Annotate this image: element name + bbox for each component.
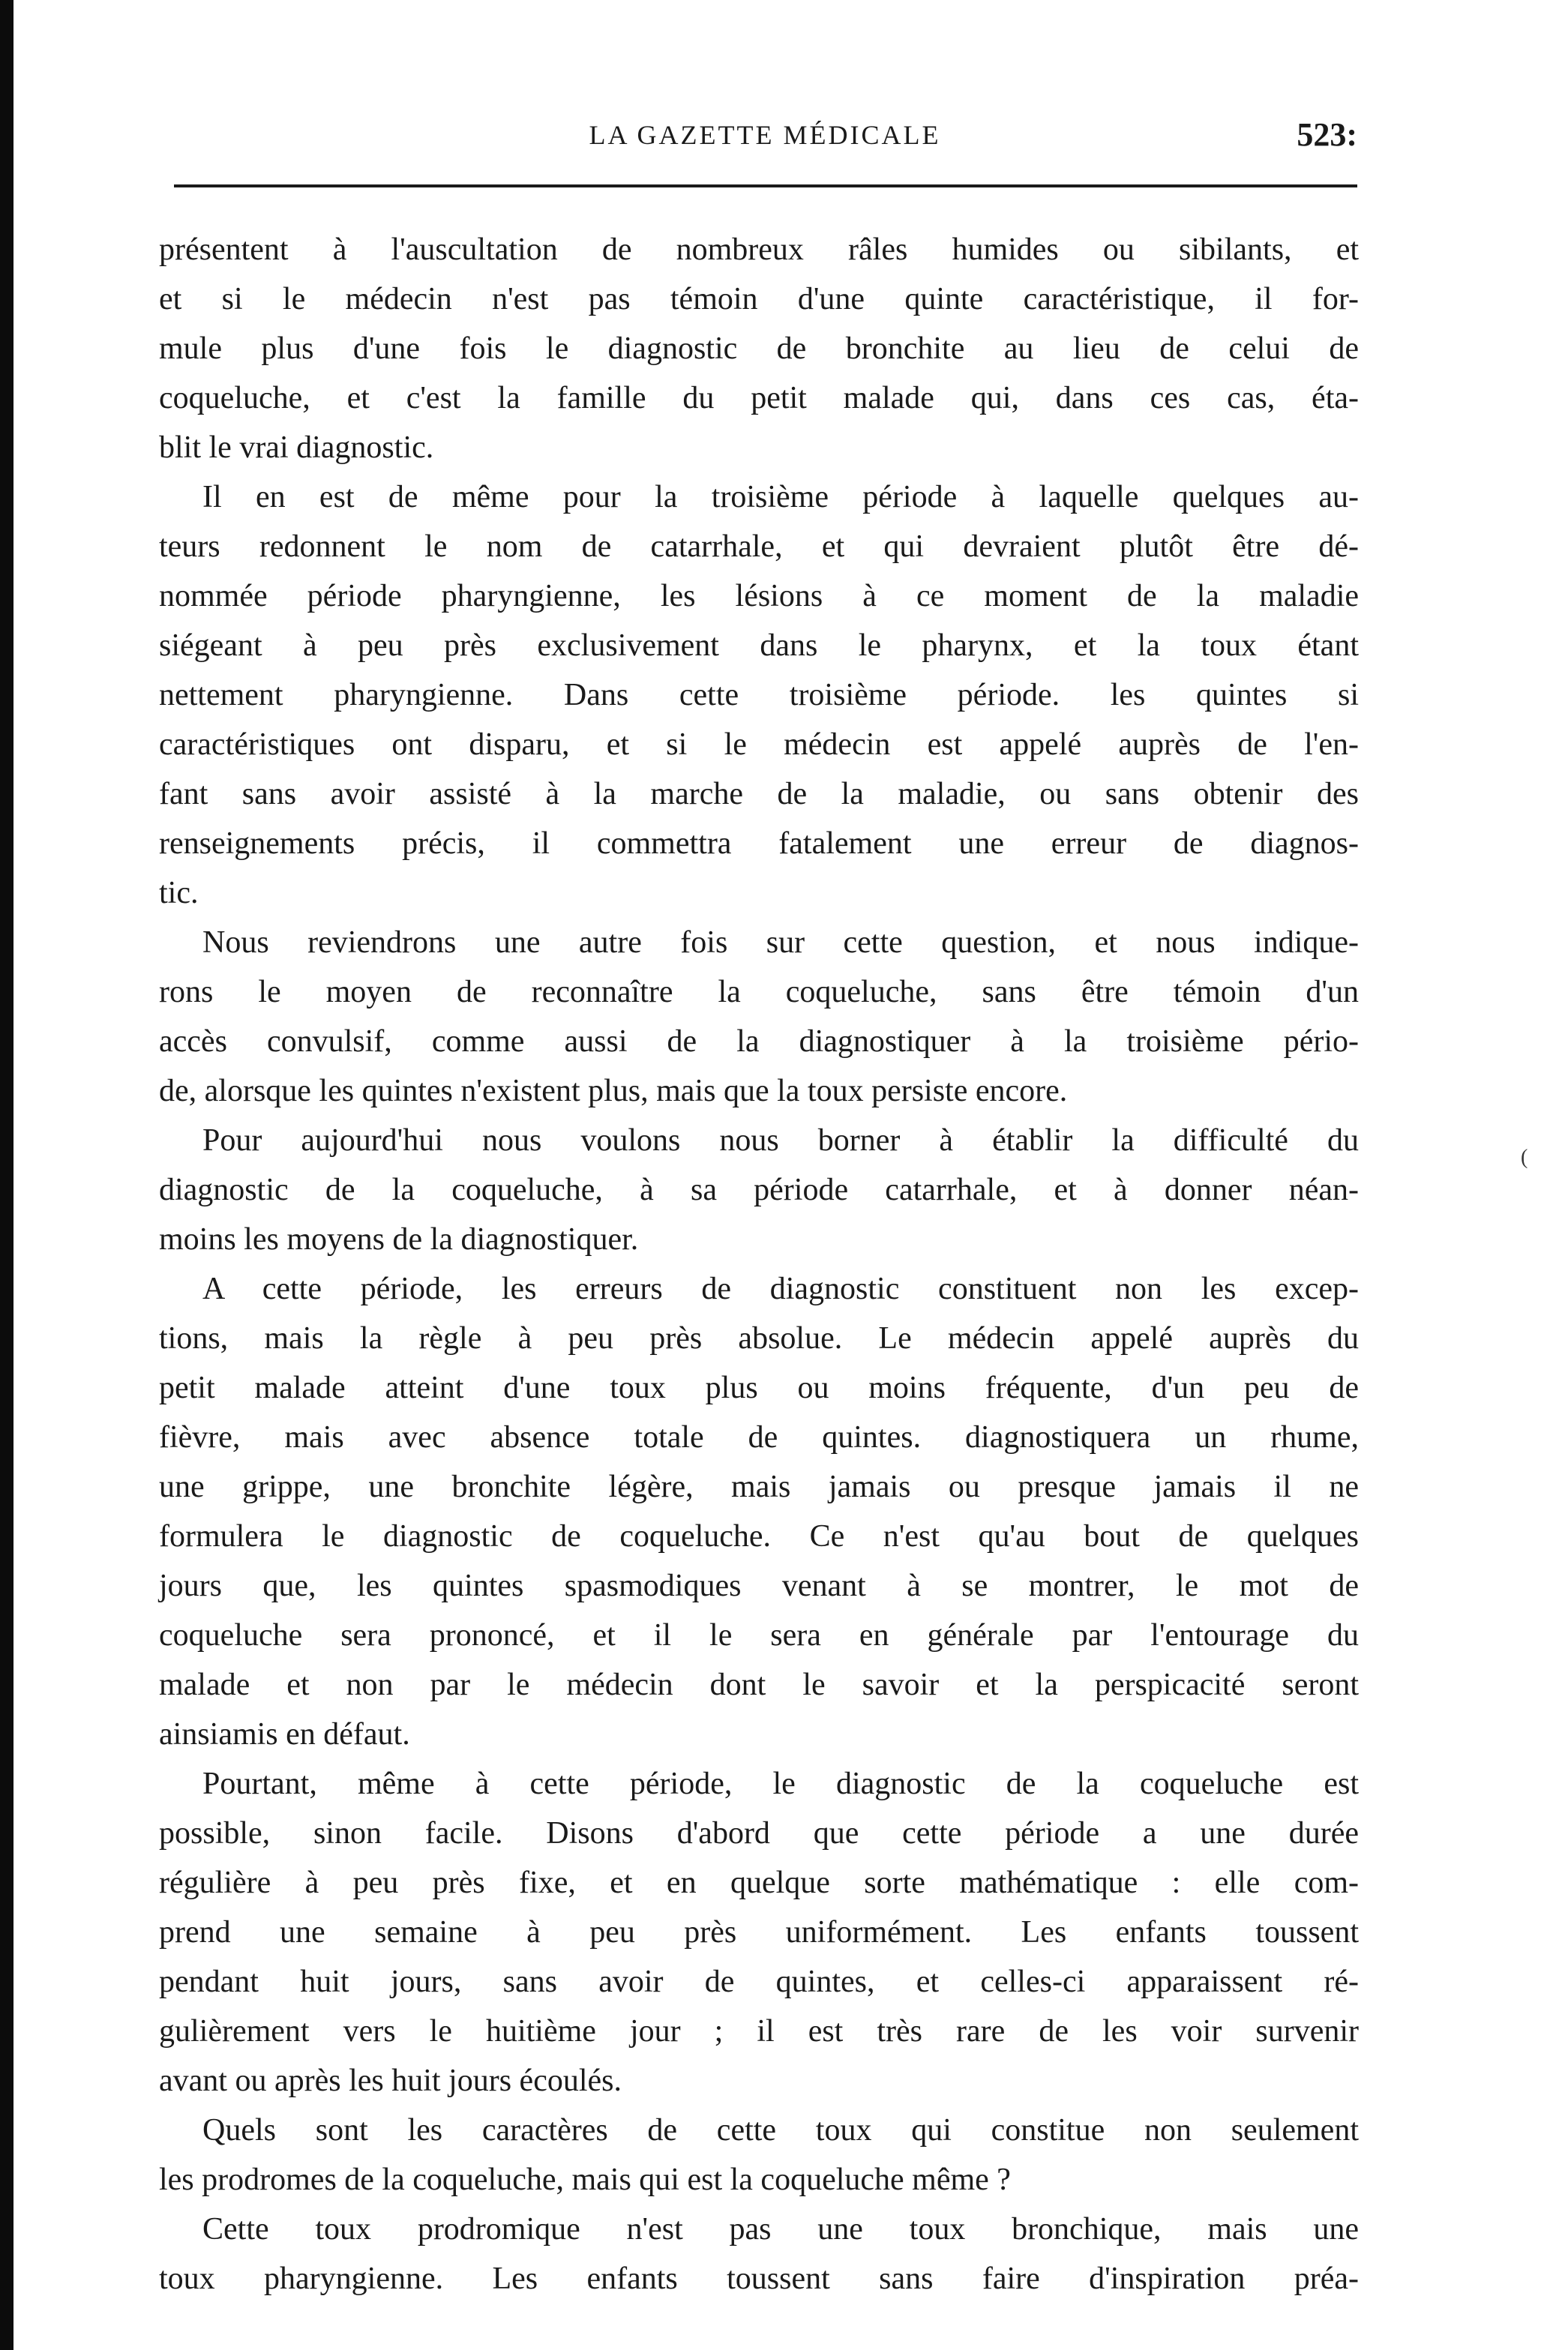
text-line: A cette période, les erreurs de diagnostic constituent non les excep- (202, 1272, 1359, 1306)
text-line: tic. (159, 876, 199, 910)
paragraph (159, 1264, 1359, 1759)
text-line: jours que, les quintes spasmodiques venant à se montrer, le mot de (159, 1569, 1359, 1603)
text-line: prend une semaine à peu près uniformément. Les enfants toussent (159, 1915, 1359, 1950)
text-line: siégeant à peu près exclusivement dans le pharynx, et la toux étant (159, 628, 1359, 663)
text-line: toux pharyngienne. Les enfants toussent sans faire d'inspiration préa- (159, 2262, 1359, 2296)
text-line: avant ou après les huit jours écoulés. (159, 2064, 622, 2098)
paragraph (159, 225, 1359, 472)
text-line: coqueluche sera prononcé, et il le sera en générale par l'entourage du (159, 1618, 1359, 1653)
text-line: régulière à peu près fixe, et en quelque sorte mathématique : elle com- (159, 1866, 1359, 1900)
text-line: moins les moyens de la diagnostiquer. (159, 1222, 639, 1257)
paragraph (159, 1116, 1359, 1264)
paragraph (159, 918, 1359, 1116)
text-line: mule plus d'une fois le diagnostic de bronchite au lieu de celui de (159, 331, 1359, 366)
paragraph (159, 2205, 1359, 2304)
text-line: Nous reviendrons une autre fois sur cette question, et nous indique- (202, 925, 1359, 960)
text-line: caractéristiques ont disparu, et si le médecin est appelé auprès de l'en- (159, 727, 1359, 762)
paragraph (159, 472, 1359, 918)
text-line: teurs redonnent le nom de catarrhale, et qui devraient plutôt être dé- (159, 529, 1359, 564)
text-line: les prodromes de la coqueluche, mais qui est la coqueluche même ? (159, 2163, 1011, 2197)
scan-binding-edge (0, 0, 13, 2350)
text-line: une grippe, une bronchite légère, mais jamais ou presque jamais il ne (159, 1470, 1359, 1504)
text-line: de, alorsque les quintes n'existent plus, mais que la toux persiste encore. (159, 1074, 1068, 1108)
text-line: malade et non par le médecin dont le savoir et la perspicacité seront (159, 1668, 1359, 1702)
article-body (159, 225, 1359, 2304)
page-header (172, 112, 1357, 157)
text-line: et si le médecin n'est pas témoin d'une quinte caractéristique, il for- (159, 282, 1359, 316)
text-line: rons le moyen de reconnaître la coqueluche, sans être témoin d'un (159, 975, 1359, 1009)
text-line: renseignements précis, il commettra fatalement une erreur de diagnos- (159, 826, 1359, 861)
text-line: fièvre, mais avec absence totale de quintes. diagnostiquera un rhume, (159, 1420, 1359, 1455)
text-line: accès convulsif, comme aussi de la diagnostiquer à la troisième pério- (159, 1024, 1359, 1059)
text-line: présentent à l'auscultation de nombreux râles humides ou sibilants, et (159, 232, 1359, 267)
text-line: nommée période pharyngienne, les lésions à ce moment de la maladie (159, 579, 1359, 613)
paragraph (159, 2106, 1359, 2205)
text-line: Cette toux prodromique n'est pas une toux bronchique, mais une (202, 2212, 1359, 2247)
text-line: ainsiamis en défaut. (159, 1717, 410, 1752)
margin-mark: ( (1521, 1146, 1528, 1169)
text-line: Quels sont les caractères de cette toux qui constitue non seulement (202, 2113, 1359, 2148)
text-line: possible, sinon facile. Disons d'abord que cette période a une durée (159, 1816, 1359, 1851)
text-line: formulera le diagnostic de coqueluche. Ce n'est qu'au bout de quelques (159, 1519, 1359, 1554)
text-line: diagnostic de la coqueluche, à sa période catarrhale, et à donner néan- (159, 1173, 1359, 1207)
text-line: tions, mais la règle à peu près absolue. Le médecin appelé auprès du (159, 1321, 1359, 1356)
running-title: LA GAZETTE MÉDICALE (589, 120, 941, 150)
text-line: pendant huit jours, sans avoir de quintes, et celles-ci apparaissent ré- (159, 1965, 1359, 1999)
text-line: Pourtant, même à cette période, le diagnostic de la coqueluche est (202, 1767, 1359, 1801)
paragraph (159, 1759, 1359, 2106)
text-line: fant sans avoir assisté à la marche de la maladie, ou sans obtenir des (159, 777, 1359, 811)
text-line: petit malade atteint d'une toux plus ou moins fréquente, d'un peu de (159, 1371, 1359, 1405)
text-line: Il en est de même pour la troisième période à laquelle quelques au- (202, 480, 1359, 514)
text-line: Pour aujourd'hui nous voulons nous borner à établir la difficulté du (202, 1123, 1359, 1158)
text-line: gulièrement vers le huitième jour ; il est très rare de les voir survenir (159, 2014, 1359, 2049)
page-number: 523: (1297, 116, 1357, 153)
text-line: nettement pharyngienne. Dans cette troisième période. les quintes si (159, 678, 1359, 712)
text-line: blit le vrai diagnostic. (159, 430, 434, 465)
header-rule (174, 184, 1357, 187)
text-line: coqueluche, et c'est la famille du petit malade qui, dans ces cas, éta- (159, 381, 1359, 415)
